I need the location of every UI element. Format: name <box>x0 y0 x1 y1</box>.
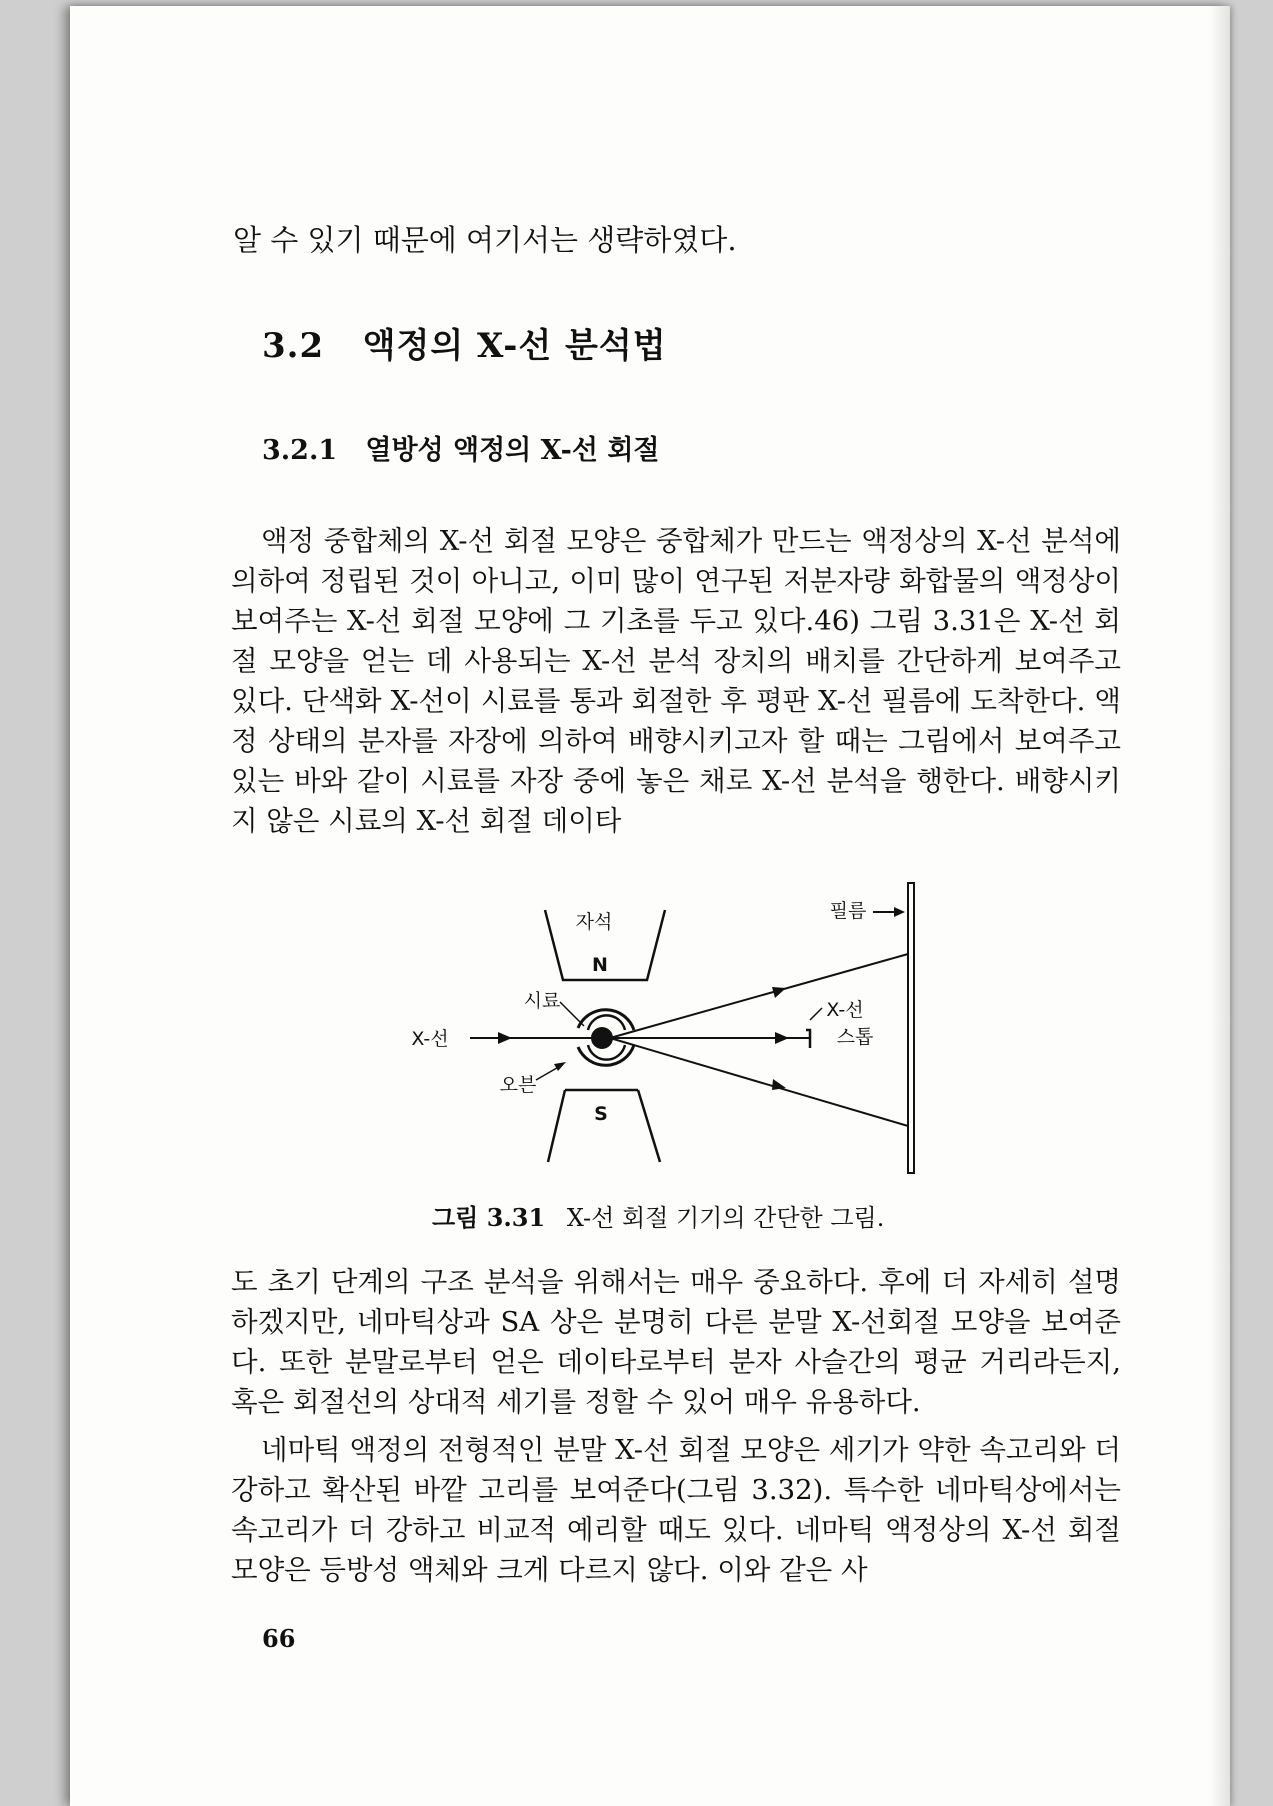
section-heading <box>262 318 667 367</box>
subsection-title: 열방성 액정의 X-선 회절 <box>365 435 660 466</box>
body-paragraph-3: 네마틱 액정의 전형적인 분말 X-선 회절 모양은 세기가 약한 속고리와 더 강하고 확산된 바깥 고리를 보여준다(그림 3.32). 특수한 네마틱상에서는 속고리가 더 강하고 비교적 예리할 때도 있다. 네마틱 액정상의 X-선 회절 모양은 등방성 액체와 크게 다르지 않다. 이와 같은 사 <box>231 1434 1121 1586</box>
xray-source-label: X-선 <box>411 1028 449 1050</box>
direct-beam-arrow <box>775 1032 789 1044</box>
figure-caption-number: 그림 3.31 <box>432 1203 546 1232</box>
sample-label: 시료 <box>523 990 561 1012</box>
page-edge-shadow <box>1210 6 1230 1806</box>
diffracted-beam-lower <box>610 1038 908 1126</box>
figure-caption-text: X-선 회절 기기의 간단한 그림. <box>566 1204 885 1232</box>
film-label: 필름 <box>829 900 867 922</box>
magnet-south-pole-left <box>548 1090 565 1162</box>
xray-diffraction-figure <box>370 880 990 1180</box>
body-paragraph-1: 액정 중합체의 X-선 회절 모양은 중합체가 만드는 액정상의 X-선 분석에 의하여 정립된 것이 아니고, 이미 많이 연구된 저분자량 화합물의 액정상이 보여주는 X-선 회절 모양에 그 기초를 두고 있다.46) 그림 3.31은 X-선 회절 모양을 얻는 데 사용되는 X-선 분석 장치의 배치를 간단하게 보여주고 있다. 단색화 X-선이 시료를 통과 회절한 후 평판 X-선 필름에 도착한다. 액정 상태의 분자를 자장에 의하여 배향시키고자 할 때는 그림에서 보여주고 있는 바와 같이 시료를 자장 중에 놓은 채로 X-선 분석을 행한다. 배향시키지 않은 시료의 X-선 회절 데이타 <box>231 525 1121 837</box>
oven-label: 오븐 <box>499 1074 537 1096</box>
figure-caption <box>432 1198 884 1233</box>
subsection-number: 3.2.1 <box>262 435 338 466</box>
sample-label-pointer <box>560 1002 584 1026</box>
continuation-line: 알 수 있기 때문에 여기서는 생략하였다. <box>233 223 737 257</box>
magnet-label: 자석 <box>575 911 613 933</box>
film-plate <box>908 883 914 1173</box>
stop-label-pointer <box>810 1008 822 1020</box>
xray-stop-label-line1: X-선 <box>826 999 864 1021</box>
diffracted-beam-upper-arrow <box>772 987 786 998</box>
oven-label-pointer-arrow <box>554 1062 566 1071</box>
subsection-heading <box>262 428 660 467</box>
magnet-south-pole-right <box>638 1090 660 1162</box>
body-paragraph-2: 도 초기 단계의 구조 분석을 위해서는 매우 중요하다. 후에 더 자세히 설명하겠지만, 네마틱상과 SA 상은 분명히 다른 분말 X-선회절 모양을 보여준다. 또한 분말로부터 얻은 데이타로부터 분자 사슬간의 평균 거리라든지, 혹은 회절선의 상대적 세기를 정할 수 있어 매우 유용하다. <box>231 1266 1121 1418</box>
page-number: 66 <box>262 1624 296 1653</box>
oven-upper-arc-inner <box>588 1015 625 1030</box>
xray-stop-label-line2: 스톱 <box>836 1026 874 1048</box>
south-pole-label: S <box>594 1103 608 1125</box>
film-label-pointer-arrow <box>894 907 905 917</box>
incident-beam-arrow <box>498 1032 512 1044</box>
section-title: 액정의 X-선 분석법 <box>362 326 667 366</box>
section-number: 3.2 <box>262 326 325 366</box>
oven-upper-arc-outer <box>578 1010 634 1030</box>
north-pole-label: N <box>592 954 608 976</box>
